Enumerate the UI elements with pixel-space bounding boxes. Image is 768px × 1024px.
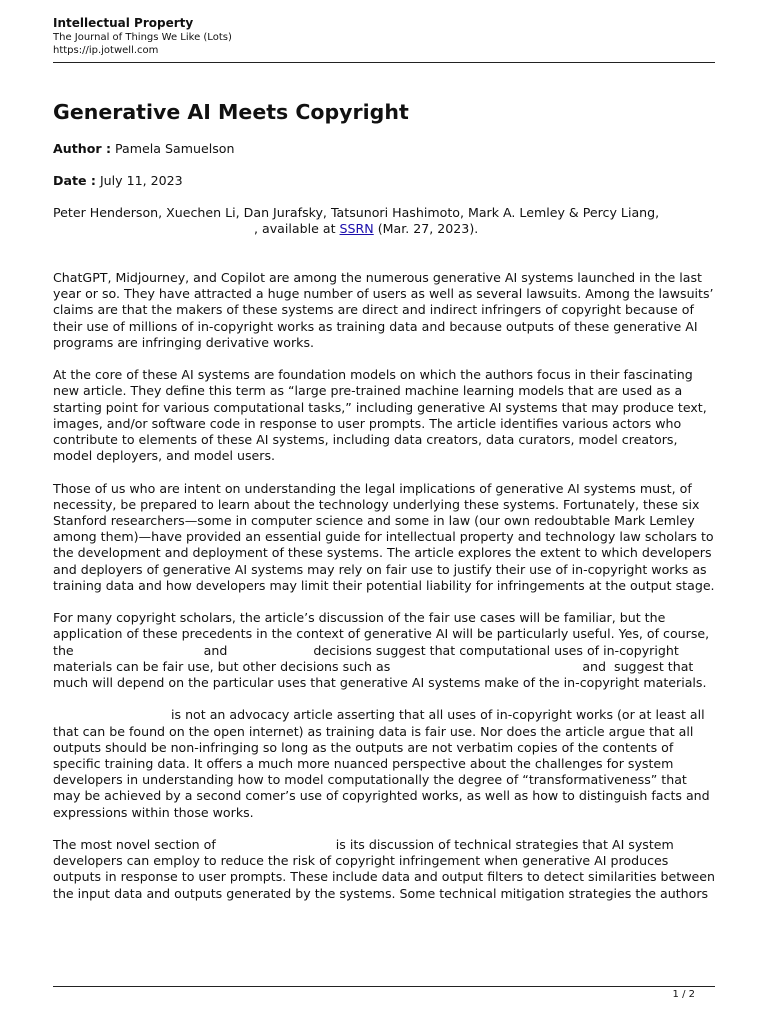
paragraph-1: ChatGPT, Midjourney, and Copilot are among the numerous generative AI systems launched in the last year or so. They have attracted a huge number of users as well as several lawsuits. Among the lawsuits’ claims are that the makers of these systems are direct and indirect infringers of copyright because of their use of millions of in-copyright works as training data and because outputs of these generative AI programs are infringing derivative works. — [53, 270, 714, 350]
paragraph-3: Those of us who are intent on understanding the legal implications of generative AI systems must, of necessity, be prepared to learn about the technology underlying these systems. Fortunately, these six Stanford researchers—some in computer science and some in law (our own redoubtable Mark Lemley among them)—have provided an essential guide for intellectual property and technology law scholars to the development and deployment of these systems. The article explores the extent to which developers and deployers of generative AI systems may rely on fair use to justify their use of in-copyright works as training data and how developers may limit their potential liability for infringements at the output stage. — [53, 480, 715, 593]
author-line — [53, 141, 234, 157]
paragraph-4 — [53, 610, 715, 691]
p5-text: is not an advocacy article asserting that all uses of in-copyright works (or at least all that can be found on the open internet) as training data is fair use. Nor does the article argue that all outputs should be non-infringing so long as the outputs are not verbatim copies of the contents of specific training data. It offers a much more nuanced perspective about the challenges for system developers in understanding how to model computationally the degree of “transformativeness” that may be achieved by a second comer’s use of copyrighted works, as well as how to distinguish facts and expressions within those works. — [53, 707, 710, 820]
citation-date: (Mar. 27, 2023). — [377, 221, 479, 236]
article-body — [53, 270, 715, 918]
date-value: July 11, 2023 — [99, 173, 183, 188]
citation-authors: Peter Henderson, Xuechen Li, Dan Jurafsky, Tatsunori Hashimoto, Mark A. Lemley & Percy Liang, — [53, 205, 660, 220]
p4-part-b: and — [203, 642, 228, 658]
p6-part-b: is its discussion of technical strategies that AI system developers can employ to reduce the risk of copyright infringement when generative AI produces outputs in response to user prompts. These include data and output filters to detect similarities between the input data and outputs generated by the systems. Some technical mitigation strategies the authors — [53, 837, 715, 901]
page-number: 1 / 2 — [672, 989, 695, 1000]
citation — [53, 205, 715, 237]
author-name: Pamela Samuelson — [115, 141, 235, 156]
date-line — [53, 173, 183, 189]
author-label: Author : — [53, 141, 111, 156]
site-name: Intellectual Property — [53, 16, 194, 30]
site-header — [53, 16, 715, 57]
paragraph-5 — [53, 707, 715, 820]
citation-available: , available at — [254, 221, 336, 236]
p4-part-e: suggest that much will depend on the particular uses that generative AI systems make of the in-copyright materials. — [53, 658, 707, 691]
ssrn-link[interactable]: SSRN — [339, 221, 374, 236]
site-url: https://ip.jotwell.com — [53, 45, 159, 56]
footer-divider — [53, 986, 715, 987]
p4-part-c: decisions suggest that computational uses of in-copyright materials can be fair use, but other decisions such as — [53, 642, 679, 674]
site-subtitle: The Journal of Things We Like (Lots) — [53, 32, 232, 43]
p4-part-a: For many copyright scholars, the article’s discussion of the fair use cases will be familiar, but the application of these precedents in the context of generative AI will be particularly useful. Yes, of course, the — [53, 610, 710, 658]
date-label: Date : — [53, 173, 96, 188]
p4-part-d: and — [582, 658, 607, 674]
article-title: Generative AI Meets Copyright — [53, 100, 409, 124]
paragraph-6 — [53, 837, 715, 902]
p6-part-a: The most novel section of — [53, 837, 216, 853]
header-divider — [53, 62, 715, 63]
paragraph-2: At the core of these AI systems are foundation models on which the authors focus in their fascinating new article. They define this term as “large pre-trained machine learning models that are used as a starting point for various computational tasks,” including generative AI systems that may produce text, images, and/or software code in response to user prompts. The article identifies various actors who contribute to elements of these AI systems, including data creators, data curators, model creators, model deployers, and model users. — [53, 367, 707, 464]
